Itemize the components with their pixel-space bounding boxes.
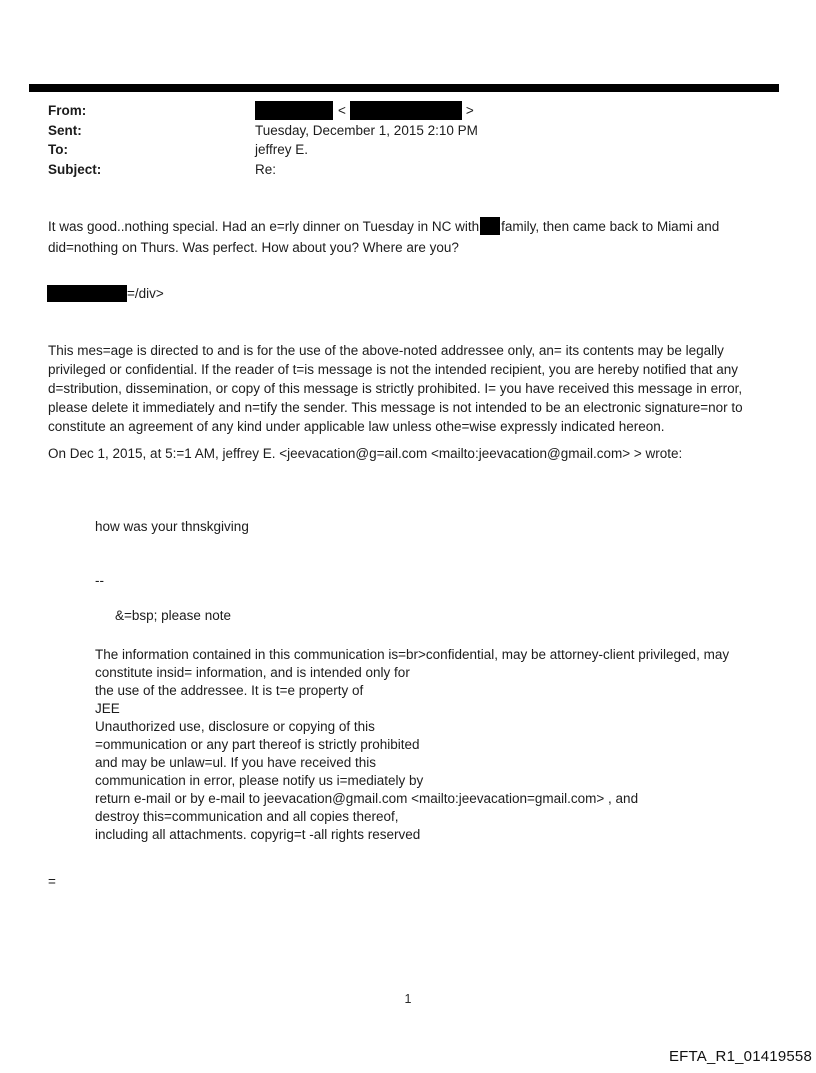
legal-line: including all attachments. copyrig=t -all rights reserved	[95, 827, 421, 842]
legal-line: =ommunication or any part thereof is strictly prohibited	[95, 737, 420, 752]
disclaimer-line: d=stribution, dissemination, or copy of this message is strictly prohibited. I= you have received this message in error,	[48, 381, 743, 396]
subject-label: Subject:	[48, 161, 102, 177]
to-value: jeffrey E.	[255, 142, 309, 158]
legal-line: constitute insid= information, and is intended only for	[95, 665, 410, 680]
sent-label: Sent:	[48, 122, 82, 138]
angle-bracket-close: >	[465, 103, 474, 119]
redaction-box-sender-email	[350, 101, 462, 120]
legal-line: destroy this=communication and all copies thereof,	[95, 809, 399, 824]
legal-line: JEE	[95, 701, 120, 716]
email-header	[48, 101, 478, 179]
sent-value: Tuesday, December 1, 2015 2:10 PM	[255, 122, 478, 138]
disclaimer-line: privileged or confidential. If the reader of t=is message is not the intended recipient, you are hereby notified that any	[48, 362, 739, 377]
redacted-div-line	[47, 285, 164, 302]
legal-line: Unauthorized use, disclosure or copying of this	[95, 719, 375, 734]
legal-line: and may be unlaw=ul. If you have received this	[95, 755, 377, 770]
stray-equals-sign: =	[48, 874, 56, 889]
quoted-greeting: how was your thnskgiving	[95, 519, 249, 534]
header-row-from	[48, 101, 478, 121]
email-body-paragraph	[48, 216, 719, 258]
redaction-box-div	[47, 285, 127, 302]
legal-line: return e-mail or by e-mail to jeevacation@gmail.com <mailto:jeevacation=gmail.com> , and	[95, 791, 639, 806]
subject-value: Re:	[255, 161, 277, 177]
legal-line: communication in error, please notify us i=mediately by	[95, 773, 424, 788]
legal-line: The information contained in this communication is=br>confidential, may be attorney-client privileged, may	[95, 647, 730, 662]
body-line-1	[48, 216, 719, 237]
header-row-to	[48, 140, 478, 160]
redaction-box-sender-name	[255, 101, 333, 120]
bates-number: EFTA_R1_01419558	[668, 1048, 812, 1065]
disclaimer-line: This mes=age is directed to and is for the use of the above-noted addressee only, an= its contents may be legally	[48, 343, 724, 358]
from-label: From:	[48, 103, 87, 119]
body-line-1-pre: It was good..nothing special. Had an e=rly dinner on Tuesday in NC with	[48, 219, 480, 234]
body-line-2: did=nothing on Thurs. Was perfect. How about you? Where are you?	[48, 240, 459, 255]
to-label: To:	[48, 142, 68, 158]
body-line-1-post: family, then came back to Miami and	[501, 219, 720, 234]
header-row-subject	[48, 160, 478, 180]
disclaimer-line: constitute an agreement of any kind under applicable law unless othe=wise expressly indicated hereon.	[48, 419, 665, 434]
disclaimer-paragraph	[48, 341, 743, 436]
div-fragment-text: =/div>	[127, 286, 164, 301]
disclaimer-line: please delete it immediately and n=tify the sender. This message is not intended to be an electronic signature=nor to	[48, 400, 743, 415]
page-number: 1	[404, 992, 412, 1006]
legal-line: the use of the addressee. It is t=e property of	[95, 683, 364, 698]
signature-dashes: --	[95, 573, 104, 588]
quoted-note: &=bsp; please note	[115, 608, 231, 623]
quote-attribution-line: On Dec 1, 2015, at 5:=1 AM, jeffrey E. <jeevacation@g=ail.com <mailto:jeevacation@gmail.com> > wrote:	[48, 446, 683, 461]
angle-bracket-open: <	[338, 103, 346, 119]
redaction-box-inline	[480, 217, 500, 235]
header-row-sent	[48, 121, 478, 141]
quoted-legal-block	[95, 646, 729, 844]
header-divider-rule	[29, 84, 779, 92]
from-value	[255, 101, 474, 120]
